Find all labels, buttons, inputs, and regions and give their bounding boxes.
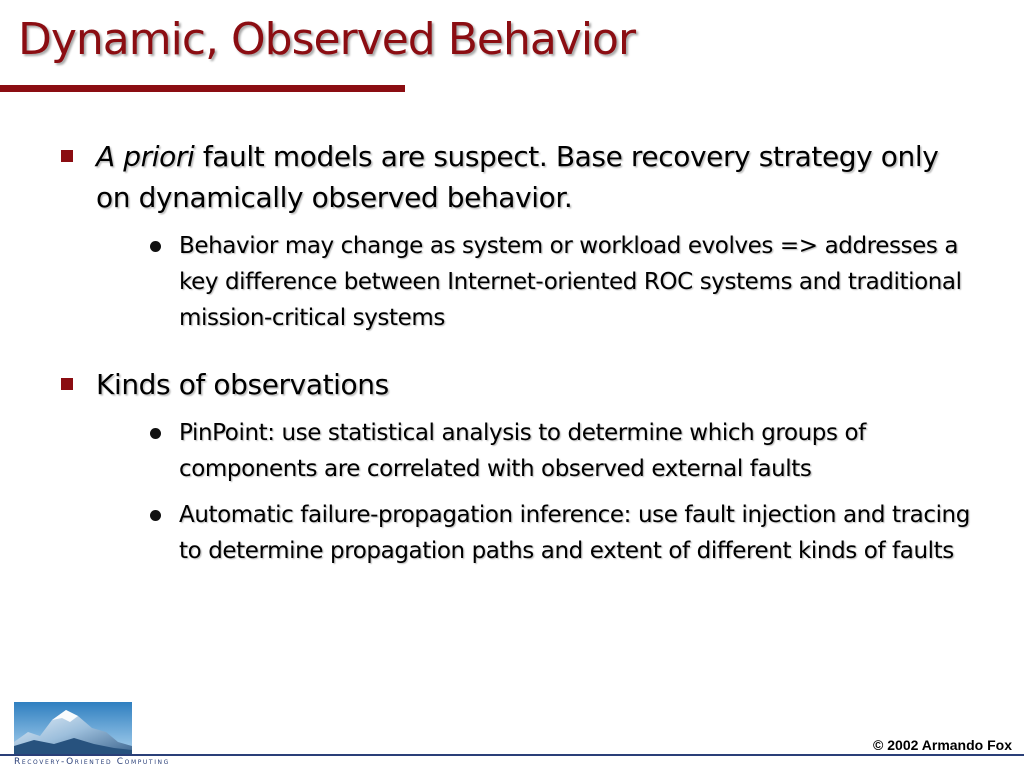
- square-bullet-icon: [61, 378, 73, 390]
- sub-bullet-pinpoint: [140, 415, 978, 487]
- sub-bullet-text: Behavior may change as system or workload evolves => addresses a key difference between Internet-oriented ROC systems and traditional mission-critical systems: [179, 233, 962, 331]
- bullet-italic-lead: A priori: [96, 140, 195, 173]
- bullet-text: Kinds of observations: [96, 368, 389, 401]
- footer-rule: [0, 754, 1024, 756]
- round-bullet-icon: [150, 428, 161, 439]
- sub-bullet-failure-propagation: [140, 497, 978, 569]
- round-bullet-icon: [150, 241, 161, 252]
- mountain-logo-icon: [14, 702, 132, 754]
- sub-bullet-list: [96, 415, 978, 569]
- bullet-a-priori: [58, 136, 978, 336]
- logo-caption: Recovery-Oriented Computing: [14, 757, 170, 767]
- copyright-notice: © 2002 Armando Fox: [873, 737, 1012, 753]
- bullet-kinds-of-observations: [58, 364, 978, 569]
- sub-bullet-list: [96, 228, 978, 336]
- slide-title: Dynamic, Observed Behavior: [18, 14, 636, 65]
- sub-bullet-behavior-change: [140, 228, 978, 336]
- round-bullet-icon: [150, 510, 161, 521]
- bullet-text: fault models are suspect. Base recovery strategy only on dynamically observed behavior.: [96, 140, 939, 214]
- title-underline: [0, 85, 405, 92]
- sub-bullet-text: PinPoint: use statistical analysis to determine which groups of components are correlated with observed external faults: [179, 420, 866, 482]
- square-bullet-icon: [61, 150, 73, 162]
- slide-body: [58, 136, 978, 579]
- sub-bullet-text: Automatic failure-propagation inference: use fault injection and tracing to determine propagation paths and extent of different kinds of faults: [179, 502, 970, 564]
